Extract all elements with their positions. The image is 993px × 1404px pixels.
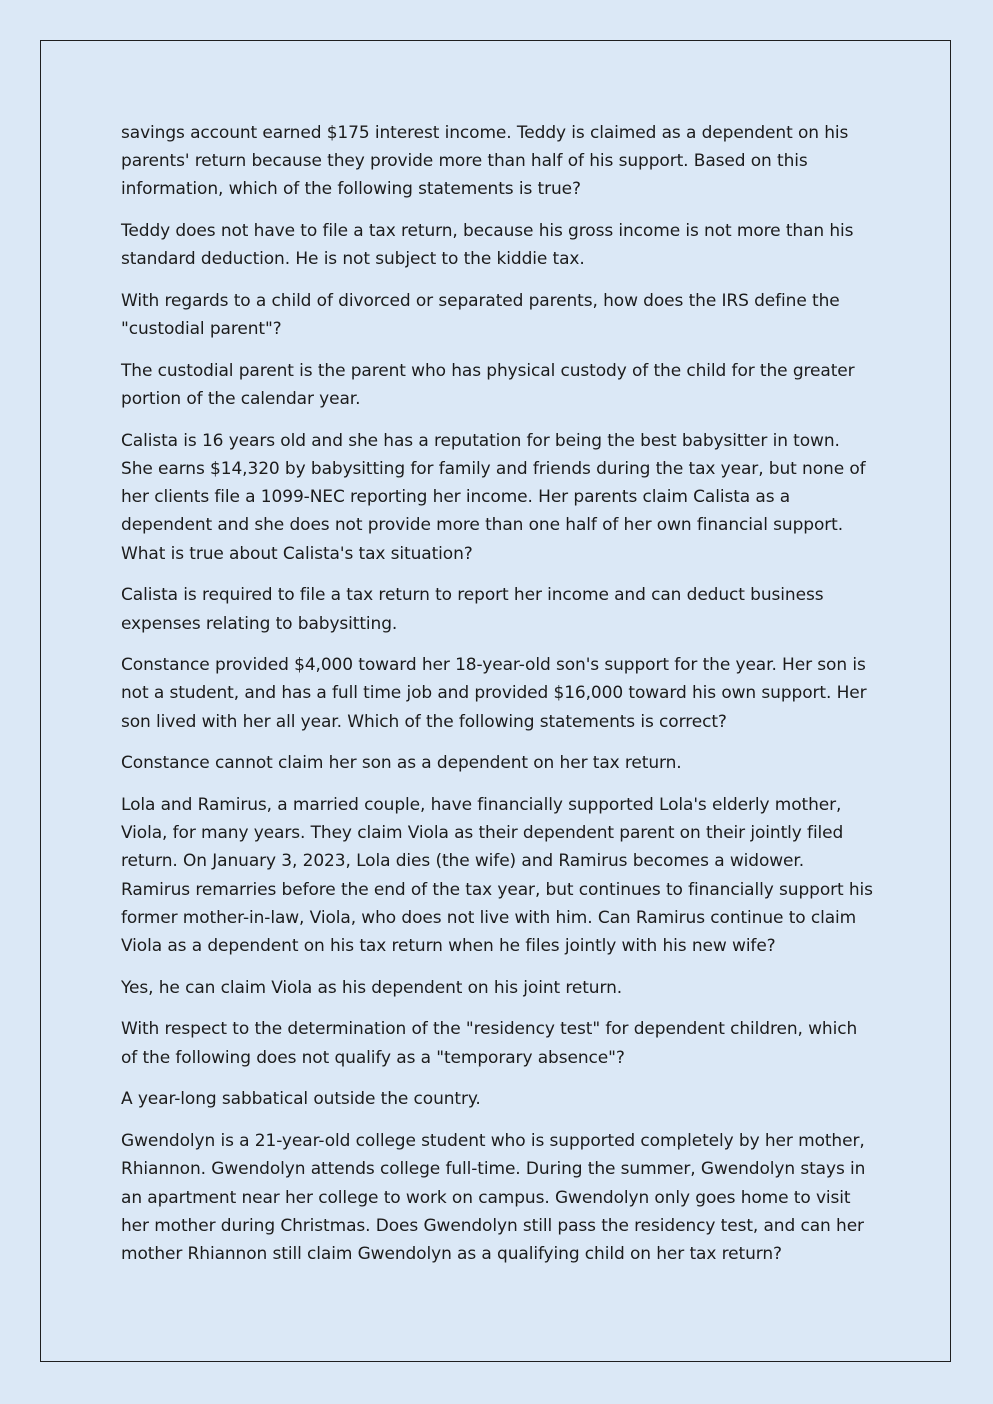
paragraph: A year-long sabbatical outside the country. xyxy=(121,1089,481,1110)
document-body xyxy=(121,119,875,1282)
paragraph: Constance cannot claim her son as a dependent on her tax return. xyxy=(121,753,682,774)
paragraph: Calista is 16 years old and she has a reputation for being the best babysitter in town. She earns $14,320 by babysitting for family and friends during the tax year, but none of her clients file a 1099-NEC reporting her income. Her parents claim Calista as a dependent and she does not provide more than one half of her own financial support. What is true about Calista's tax situation? xyxy=(121,430,866,564)
paragraph: savings account earned $175 interest income. Teddy is claimed as a dependent on his parents' return because they provide more than half of his support. Based on this information, which of the following statements is true? xyxy=(121,123,849,200)
paragraph: Constance provided $4,000 toward her 18-year-old son's support for the year. Her son is not a student, and has a full time job and provided $16,000 toward his own support. Her son lived with her all year. Which of the following statements is correct? xyxy=(121,655,867,732)
paragraph: Gwendolyn is a 21-year-old college student who is supported completely by her mother, Rhiannon. Gwendolyn attends college full-time. During the summer, Gwendolyn stays in an apartment near her college to work on campus. Gwendolyn only goes home to visit her mother during Christmas. Does Gwendolyn still pass the residency test, and can her mother Rhiannon still claim Gwendolyn as a qualifying child on her tax return? xyxy=(121,1131,866,1264)
page-frame xyxy=(40,40,951,1362)
paragraph: Calista is required to file a tax return to report her income and can deduct business expenses relating to babysitting. xyxy=(121,585,824,634)
paragraph: Lola and Ramirus, a married couple, have financially supported Lola's elderly mother, Viola, for many years. They claim Viola as their dependent parent on their jointly filed return. On January 3, 2023, Lola dies (the wife) and Ramirus becomes a widower. Ramirus remarries before the end of the tax year, but continues to financially support his former mother-in-law, Viola, who does not live with him. Can Ramirus continue to claim Viola as a dependent on his tax return when he files jointly with his new wife? xyxy=(121,795,873,957)
paragraph: Yes, he can claim Viola as his dependent on his joint return. xyxy=(121,977,623,998)
paragraph: The custodial parent is the parent who has physical custody of the child for the greater portion of the calendar year. xyxy=(121,360,855,410)
paragraph: Teddy does not have to file a tax return, because his gross income is not more than his standard deduction. He is not subject to the kiddie tax. xyxy=(121,221,854,270)
paragraph: With regards to a child of divorced or separated parents, how does the IRS define the "custodial parent"? xyxy=(121,291,840,340)
paragraph: With respect to the determination of the "residency test" for dependent children, which of the following does not qualify as a "temporary absence"? xyxy=(121,1019,858,1068)
